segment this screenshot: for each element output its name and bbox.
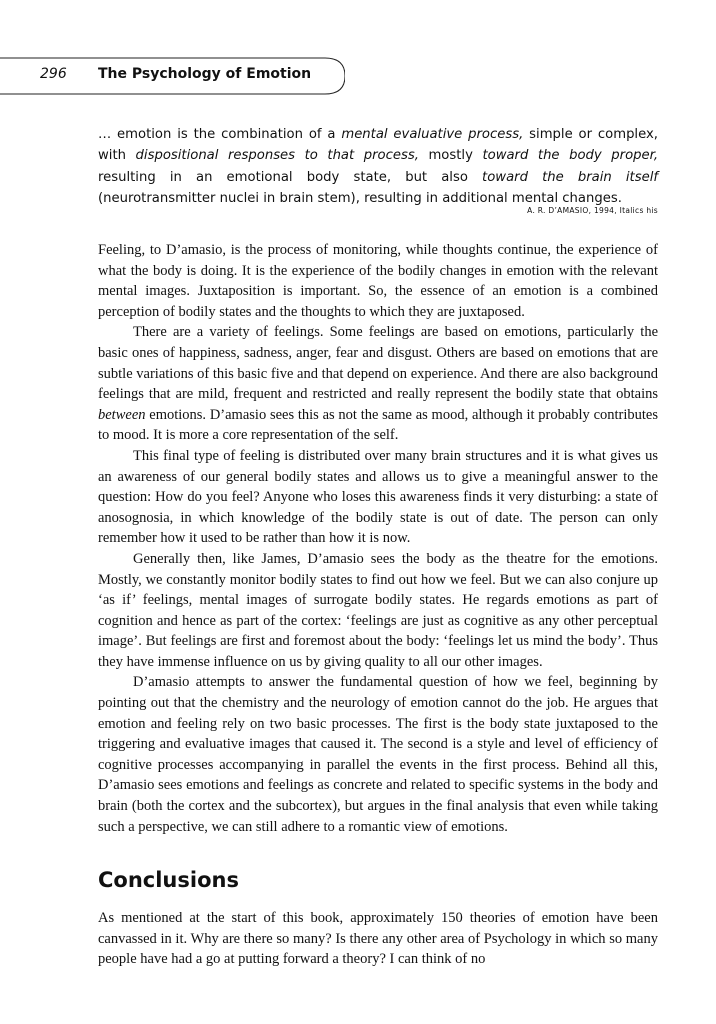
epigraph-text: resulting in an emotional body state, but also: [98, 169, 483, 185]
paragraph-2-text: emotions. D’amasio sees this as not the same as mood, although it probably contributes to mood. It is more a core representation of the self.: [98, 406, 658, 444]
paragraph-3: This final type of feeling is distributed over many brain structures and it is what gives us an awareness of our general bodily states and allows us to give a meaningful answer to the question: How do you feel? Anyone who loses this awareness finds it very disturbing: a state of anosognosia, in which knowledge of the bodily state is out of date. The person can only remember how it used to be rather than how it is now.: [98, 447, 658, 547]
epigraph-text: simple or complex, with: [98, 127, 658, 164]
section-heading-conclusions: Conclusions: [98, 868, 239, 892]
paragraph-1: Feeling, to D’amasio, is the process of monitoring, while thoughts continue, the experience of what the body is doing. It is the experience of the bodily changes in emotion with the relevant mental images. Juxtaposition is important. So, the essence of an emotion is a combined perception of bodily states and the thoughts to which they are juxtaposed.: [98, 242, 658, 320]
conclusions-paragraph: As mentioned at the start of this book, approximately 150 theories of emotion have been canvassed in it. Why are there so many? Is there any other area of Psychology in which so many people have had a go at putting forward a theory? I can think of no: [98, 910, 658, 968]
epigraph-quote: [98, 124, 658, 209]
epigraph-emphasis: toward the brain itself: [482, 169, 659, 185]
epigraph-emphasis: dispositional responses to that process,: [135, 148, 419, 164]
paragraph-2-text: There are a variety of feelings. Some feelings are based on emotions, particularly the basic ones of happiness, sadness, anger, fear and disgust. Others are based on emotions that are subtle variations of this basic five and that depend on experience. And there are also background feelings that are mild, frequent and restricted and really represent the bodily state that obtains: [98, 324, 658, 403]
epigraph-attribution: A. R. D’AMASIO, 1994, Italics his: [527, 206, 658, 215]
epigraph-text: mostly: [418, 148, 483, 164]
paragraph-2-emphasis: between: [98, 406, 146, 423]
epigraph-emphasis: mental evaluative process,: [341, 127, 524, 142]
paragraph-2: [98, 322, 658, 446]
book-title: The Psychology of Emotion: [98, 66, 312, 82]
page-number: 296: [40, 66, 67, 82]
paragraph-5: D’amasio attempts to answer the fundamental question of how we feel, beginning by pointing out that the chemistry and the neurology of emotion cannot do the job. He argues that emotion and feeling rely on two basic processes. The first is the body state juxtaposed to the triggering and evaluative images that caused it. The second is a style and level of efficiency of cognitive processes accompanying in parallel the events in the first process. Behind all this, D’amasio sees emotions and feelings as concrete and related to specific systems in the body and brain (both the cortex and the subcortex), but argues in the final analysis that even while taking such a perspective, we can still adhere to a romantic view of emotions.: [98, 674, 658, 835]
epigraph-text: (neurotransmitter nuclei in brain stem), resulting in additional mental changes.: [98, 190, 622, 206]
running-head: [0, 56, 345, 96]
paragraph-4: Generally then, like James, D’amasio sees the body as the theatre for the emotions. Mostly, we constantly monitor bodily states to find out how we feel. But we can also conjure up ‘as if’ feelings, mental images of surrogate bodily states. He regards emotions as part of cognition and hence as part of the cortex: ‘feelings are just as cognitive as any other perceptual image’. But feelings are first and foremost about the body: ‘feelings let us mind the body’. Thus they have immense influence on us by giving quality to all our other images.: [98, 550, 658, 670]
body-text: [98, 240, 658, 837]
epigraph-text: … emotion is the combination of a: [98, 127, 342, 142]
epigraph-emphasis: toward the body proper,: [482, 148, 659, 164]
